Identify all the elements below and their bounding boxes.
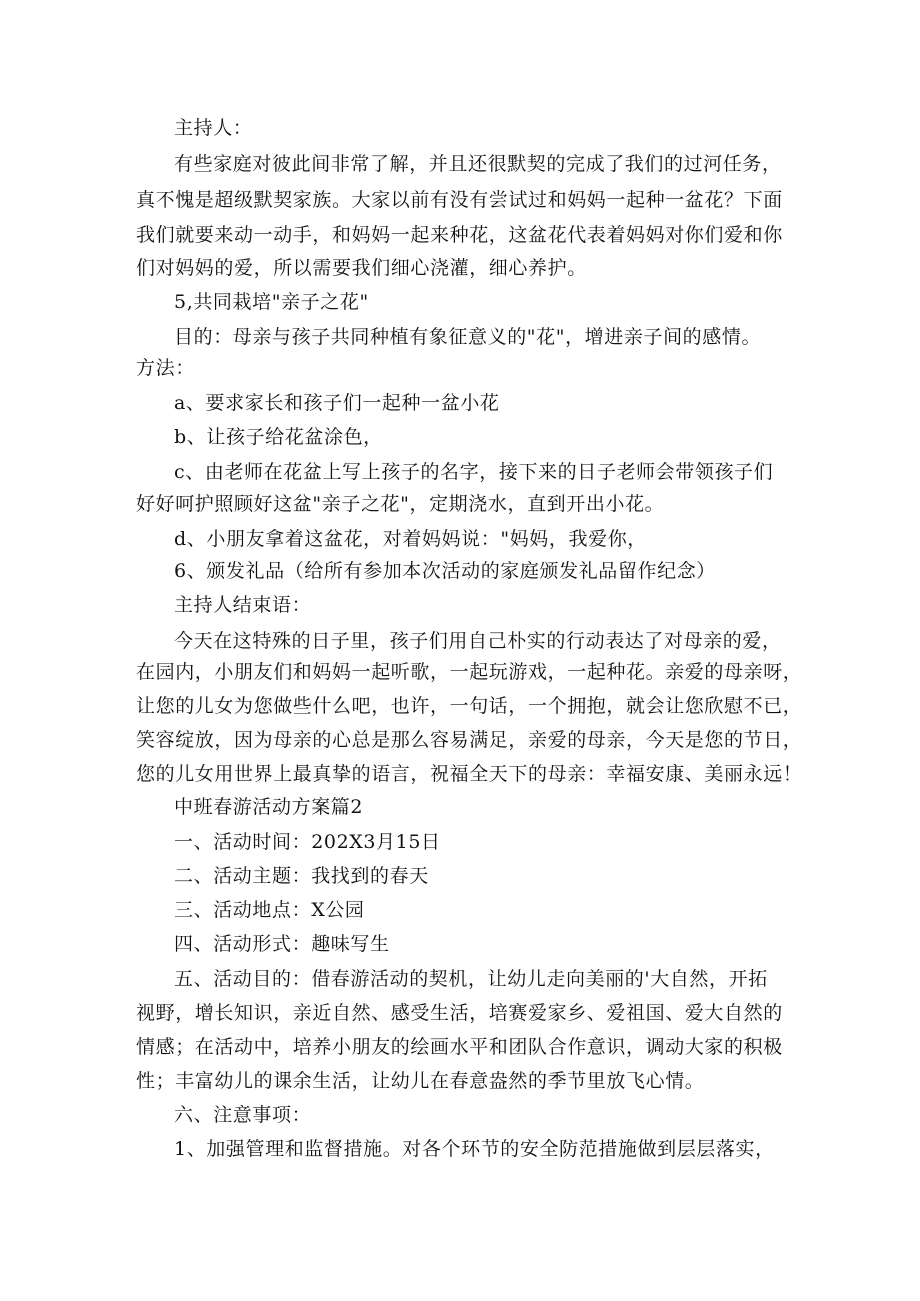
activity-purpose: 五、活动目的：借春游活动的契机，让幼儿走向美丽的'大自然，开拓 (174, 968, 768, 990)
host-heading: 主持人： (174, 117, 253, 139)
paragraph-line: 性；丰富幼儿的课余生活，让幼儿在春意盎然的季节里放飞心情。 (136, 1070, 705, 1092)
paragraph-line: 视野，增长知识，亲近自然、感受生活，培赛爱家乡、爱祖国、爱大自然的 (136, 1002, 783, 1024)
notes-heading: 六、注意事项： (174, 1104, 312, 1126)
paragraph-line: 们对妈妈的爱，所以需要我们细心浇灌，细心养护。 (136, 257, 587, 279)
method-heading: 方法： (136, 357, 195, 379)
paragraph-line: 情感；在活动中，培养小朋友的绘画水平和团队合作意识，调动大家的积极 (136, 1036, 783, 1058)
paragraph-line: 真不愧是超级默契家族。大家以前有没有尝试过和妈妈一起种一盆花？下面 (136, 189, 783, 211)
plan-title: 中班春游活动方案篇2 (174, 796, 364, 818)
list-item: a、要求家长和孩子们一起种一盆小花 (174, 392, 500, 414)
list-item: c、由老师在花盆上写上孩子的名字，接下来的日子老师会带领孩子们 (174, 461, 774, 483)
notes-item: 1、加强管理和监督措施。对各个环节的安全防范措施做到层层落实， (174, 1138, 775, 1160)
paragraph-line: 今天在这特殊的日子里，孩子们用自己朴实的行动表达了对母亲的爱， (174, 630, 782, 652)
activity-format: 四、活动形式：趣味写生 (174, 933, 390, 955)
activity-theme: 二、活动主题：我找到的春天 (174, 865, 429, 887)
section-heading: 6、颁发礼品（给所有参加本次活动的家庭颁发礼品留作纪念） (174, 560, 716, 582)
paragraph-line: 好好呵护照顾好这盆"亲子之花"，定期浇水，直到开出小花。 (136, 493, 665, 515)
activity-time: 一、活动时间：202X3月15日 (174, 831, 441, 853)
closing-heading: 主持人结束语： (174, 594, 312, 616)
list-item: d、小朋友拿着这盆花，对着妈妈说："妈妈，我爱你， (174, 528, 647, 550)
paragraph-line: 您的儿女用世界上最真挚的语言，祝福全天下的母亲：幸福安康、美丽永远！ (136, 763, 803, 785)
list-item: b、让孩子给花盆涂色， (174, 426, 383, 448)
paragraph-line: 在园内，小朋友们和妈妈一起听歌，一起玩游戏，一起种花。亲爱的母亲呀， (136, 661, 803, 683)
activity-location: 三、活动地点：X公园 (174, 899, 365, 921)
paragraph-line: 有些家庭对彼此间非常了解，并且还很默契的完成了我们的过河任务， (174, 153, 782, 175)
paragraph-line: 笑容绽放，因为母亲的心总是那么容易满足，亲爱的母亲，今天是您的节日， (136, 729, 803, 751)
paragraph-line: 让您的儿女为您做些什么吧，也许，一句话，一个拥抱，就会让您欣慰不已， (136, 695, 803, 717)
paragraph-line: 目的：母亲与孩子共同种植有象征意义的"花"，增进亲子间的感情。 (174, 326, 762, 348)
section-heading: 5,共同栽培"亲子之花" (174, 291, 369, 313)
paragraph-line: 我们就要来动一动手，和妈妈一起来种花，这盆花代表着妈妈对你们爱和你 (136, 224, 783, 246)
